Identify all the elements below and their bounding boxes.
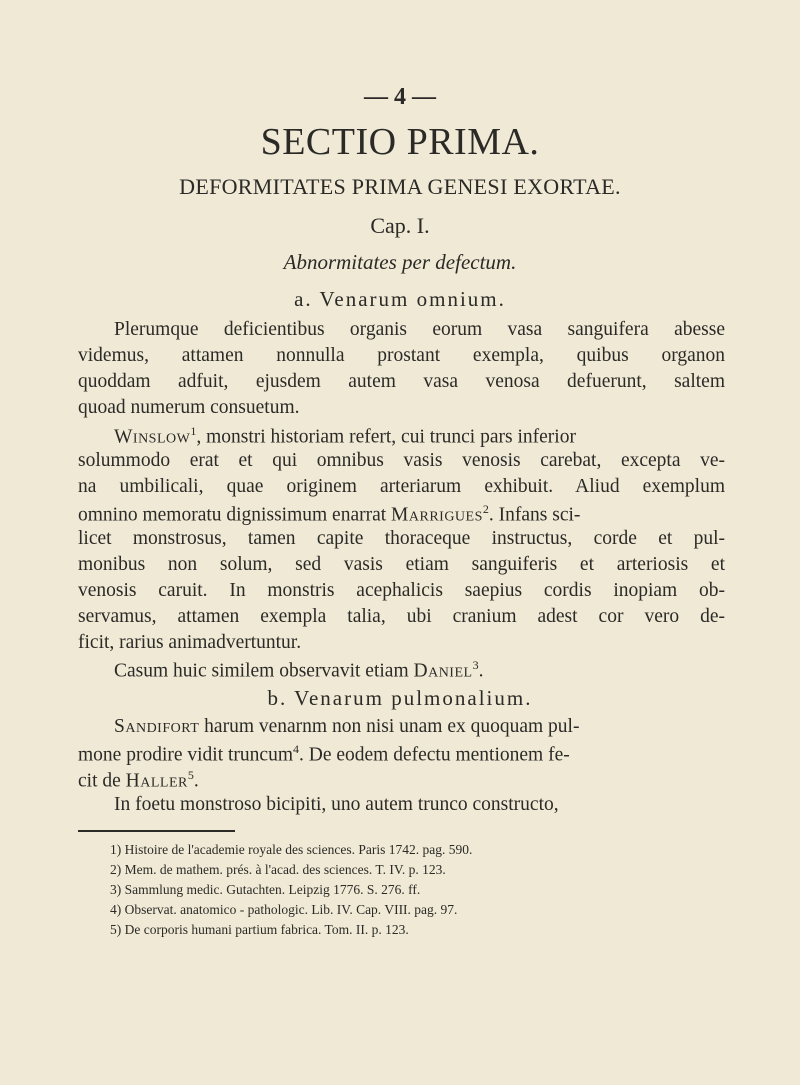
footnote: 3) Sammlung medic. Gutachten. Leipzig 1776. S. 276. ff.: [110, 882, 421, 897]
text-line: licet monstrosus, tamen capite thoraceque instructus, corde et pul-: [78, 528, 725, 549]
footnote-ref: 2: [482, 502, 489, 516]
chapter-heading: Cap. I.: [370, 213, 430, 238]
text-span: , monstri historiam refert, cui trunci pars inferior: [196, 426, 576, 448]
author-name: Sandifort: [114, 716, 200, 737]
footnote: 4) Observat. anatomico - pathologic. Lib. IV. Cap. VIII. pag. 97.: [110, 902, 458, 917]
text-line: videmus, attamen nonnulla prostant exempla, quibus organon: [78, 345, 725, 366]
chapter-subtitle: Abnormitates per defectum.: [283, 250, 517, 274]
section-title: SECTIO PRIMA.: [260, 121, 540, 163]
author-name: Winslow: [114, 426, 191, 448]
text-span: harum venarnm non nisi unam ex quoquam pul-: [199, 716, 580, 737]
footnote-ref: 5: [187, 768, 194, 782]
text-line: ficit, rarius animadvertuntur.: [78, 632, 302, 653]
text-line: servamus, attamen exempla talia, ubi cranium adest cor vero de-: [78, 606, 725, 627]
text-line: monibus non solum, sed vasis etiam sanguiferis et arteriosis et: [78, 554, 725, 575]
text-span: .: [193, 770, 199, 792]
footnote: 2) Mem. de mathem. prés. à l'acad. des sciences. T. IV. p. 123.: [110, 862, 446, 877]
text-line: [114, 424, 725, 449]
text-line: quoad numerum consuetum.: [78, 397, 300, 418]
text-span: mone prodire vidit truncum: [78, 744, 293, 766]
text-line: In foetu monstroso bicipiti, uno autem trunco constructo,: [114, 794, 559, 815]
page-number: — 4 —: [364, 84, 436, 110]
footnote: 1) Histoire de l'academie royale des sciences. Paris 1742. pag. 590.: [110, 842, 473, 857]
footnote-ref: 4: [293, 742, 299, 756]
text-line: [78, 768, 725, 793]
text-span: . Infans sci-: [488, 504, 581, 526]
text-line: solummodo erat et qui omnibus vasis venosis carebat, excepta ve-: [78, 450, 725, 471]
text-span: .: [478, 660, 484, 682]
heading-venarum-pulmonalium: b. Venarum pulmonalium.: [267, 686, 533, 710]
text-line: Plerumque deficientibus organis eorum vasa sanguifera abesse: [114, 319, 725, 340]
footnote: 5) De corporis humani partium fabrica. Tom. II. p. 123.: [110, 922, 409, 937]
text-span: cit de: [78, 770, 121, 792]
author-name: Haller: [125, 770, 188, 792]
footnote-ref: 1: [190, 424, 197, 438]
text-span: Casum huic similem observavit etiam: [114, 660, 409, 682]
text-line: [114, 716, 725, 738]
section-subtitle: DEFORMITATES PRIMA GENESI EXORTAE.: [179, 174, 621, 199]
footnote-rule: [78, 830, 235, 832]
text-line: venosis caruit. In monstris acephalicis saepius cordis inopiam ob-: [78, 580, 725, 601]
text-line: [114, 658, 725, 683]
heading-venarum-omnium: a. Venarum omnium.: [294, 287, 506, 311]
text-span: . De eodem defectu mentionem fe-: [299, 744, 570, 766]
text-line: na umbilicali, quae originem arteriarum exhibuit. Aliud exemplum: [78, 476, 725, 497]
text-line: quoddam adfuit, ejusdem autem vasa venosa defuerunt, saltem: [78, 371, 725, 392]
author-name: Daniel: [413, 660, 473, 682]
footnote-ref: 3: [472, 658, 479, 672]
text-line: [78, 502, 725, 527]
text-line: [78, 742, 725, 767]
author-name: Marrigues: [391, 504, 483, 526]
text-span: omnino memoratu dignissimum enarrat: [78, 504, 387, 526]
